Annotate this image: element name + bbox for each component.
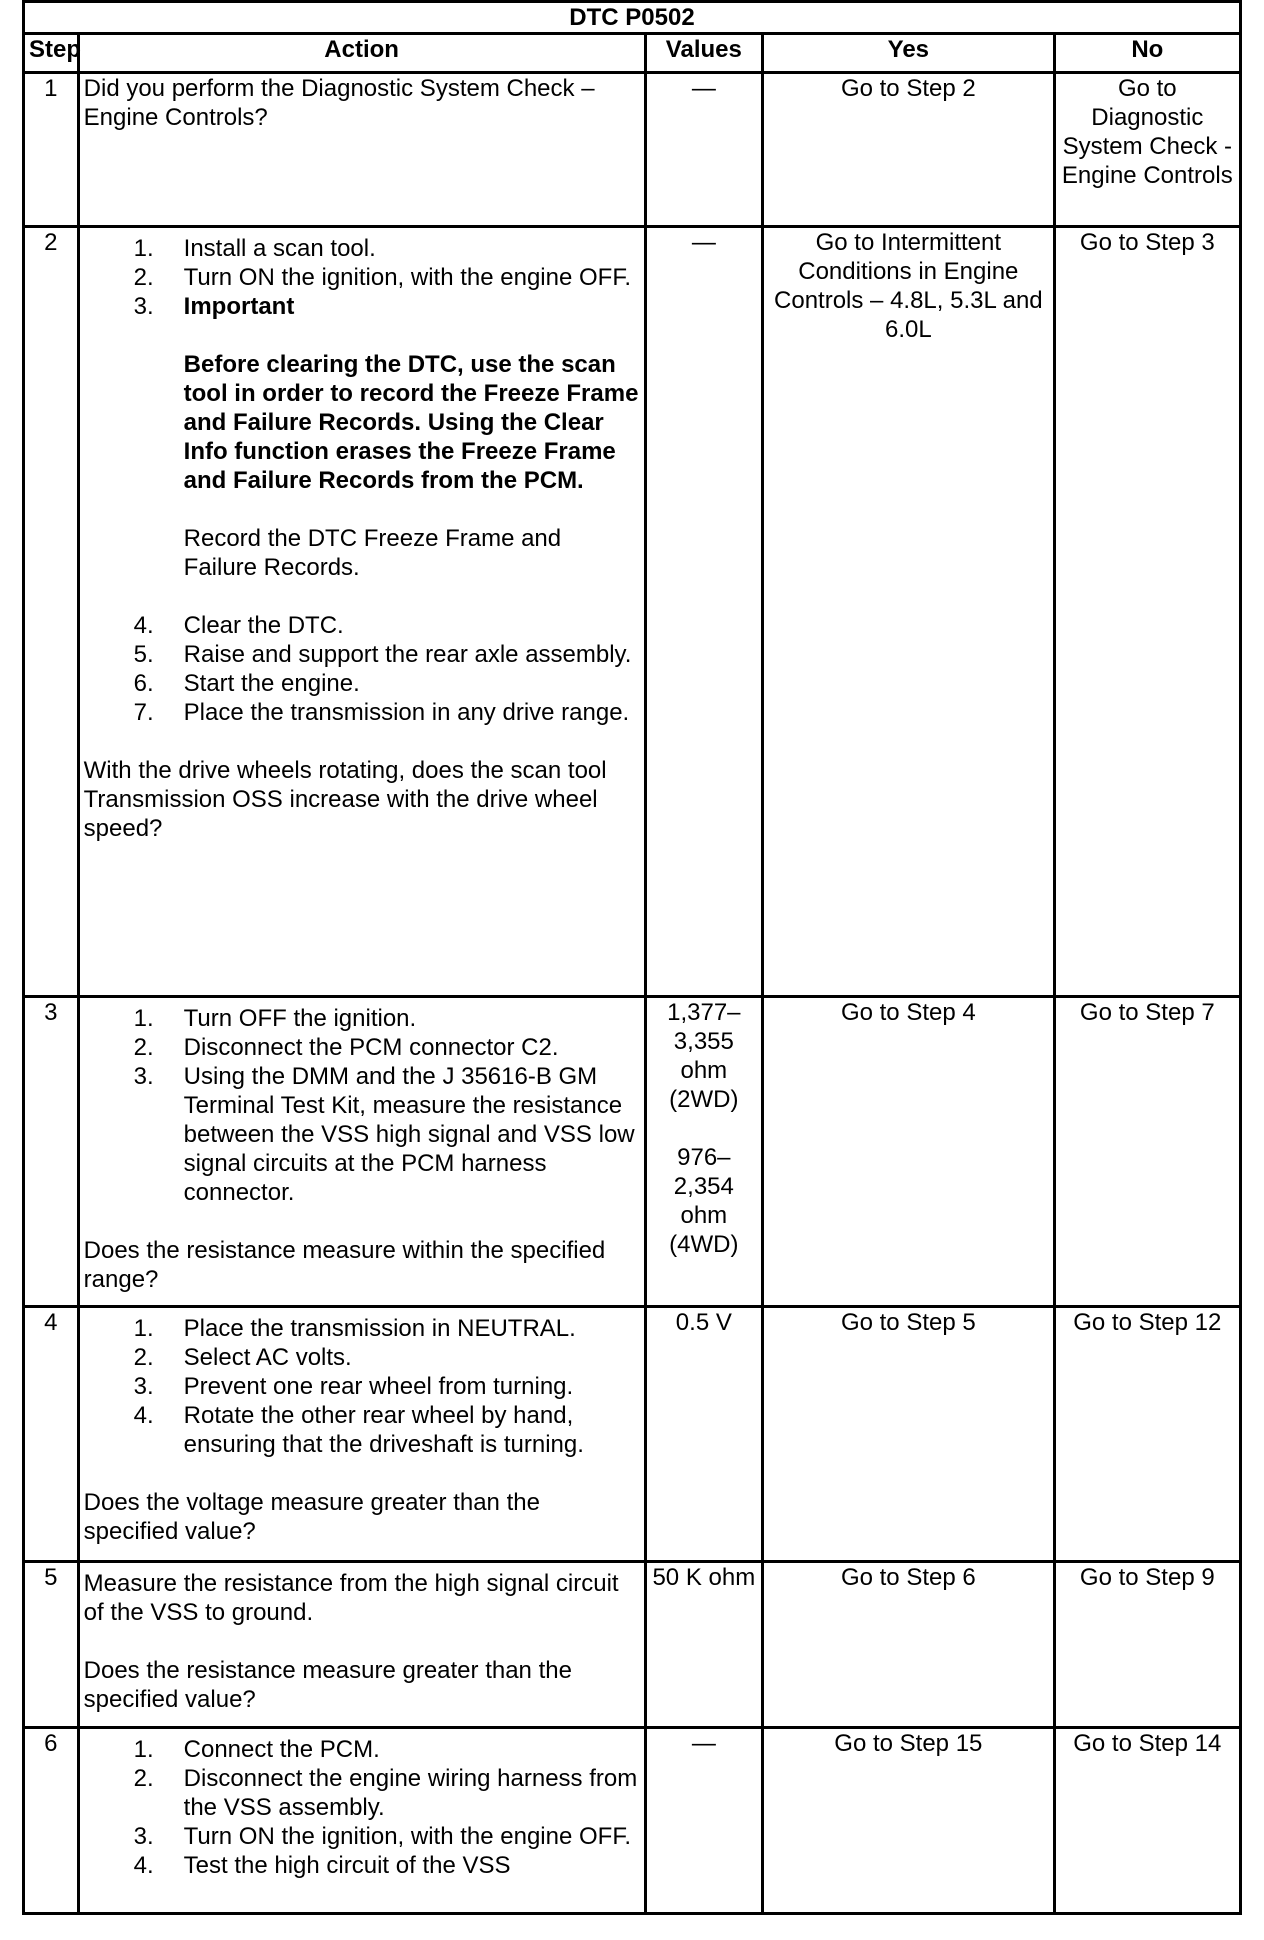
step-number: 3 <box>24 997 79 1307</box>
list-item: 3. Prevent one rear wheel from turning. <box>133 1373 574 1400</box>
list-item: 5. Raise and support the rear axle assembly. <box>133 641 632 668</box>
list-item: 4. Clear the DTC. <box>133 612 344 639</box>
action-cell <box>78 73 645 227</box>
yes-link[interactable]: Go to Step 5 <box>763 1307 1055 1562</box>
action-question: Does the resistance measure within the specified range? <box>83 1237 606 1293</box>
dtc-table <box>22 0 1242 1915</box>
action-list <box>84 234 640 321</box>
list-item: 4. Test the high circuit of the VSS <box>133 1852 511 1879</box>
action-cell <box>78 997 645 1307</box>
no-link[interactable]: Go to Step 9 <box>1054 1562 1240 1728</box>
table-title-row <box>24 2 1241 34</box>
list-item: 7. Place the transmission in any drive range. <box>133 699 630 726</box>
step-2-row <box>24 227 1241 997</box>
yes-link[interactable]: Go to Step 15 <box>763 1728 1055 1914</box>
action-question: With the drive wheels rotating, does the scan tool Transmission OSS increase with the drive wheel speed? <box>83 757 607 842</box>
list-item: 1. Place the transmission in NEUTRAL. <box>133 1315 576 1342</box>
action-cell <box>78 1562 645 1728</box>
step-1-row <box>24 73 1241 227</box>
no-link[interactable]: Go to Step 12 <box>1054 1307 1240 1562</box>
important-note: Before clearing the DTC, use the scan tool in order to record the Freeze Frame and Failure Records. Using the Clear Info function erases the Freeze Frame and Failure Records from the PCM. <box>183 351 639 494</box>
list-item: 1. Install a scan tool. <box>133 235 376 262</box>
step-3-row <box>24 997 1241 1307</box>
list-item: 1. Turn OFF the ignition. <box>133 1005 417 1032</box>
yes-link[interactable]: Go to Step 2 <box>763 73 1055 227</box>
action-cell <box>78 1728 645 1914</box>
header-no: No <box>1054 34 1240 73</box>
list-item: 3. Using the DMM and the J 35616-B GM Terminal Test Kit, measure the resistance between the VSS high signal and VSS low signal circuits at the PCM harness connector. <box>133 1063 635 1206</box>
list-item: 2. Turn ON the ignition, with the engine OFF. <box>133 264 631 291</box>
action-instruction: Measure the resistance from the high signal circuit of the VSS to ground. <box>83 1570 619 1626</box>
step-5-row <box>24 1562 1241 1728</box>
values-cell <box>645 997 762 1307</box>
header-step: Step <box>24 34 79 73</box>
header-values: Values <box>645 34 762 73</box>
value-4wd: 976–2,354 ohm (4WD) <box>669 1144 739 1258</box>
action-question: Does the resistance measure greater than the specified value? <box>83 1657 572 1713</box>
important-label: Important <box>183 293 295 320</box>
record-note: Record the DTC Freeze Frame and Failure Records. <box>183 525 562 581</box>
step-number: 6 <box>24 1728 79 1914</box>
no-link[interactable]: Go to Step 7 <box>1054 997 1240 1307</box>
action-list <box>84 1735 640 1880</box>
list-item: 6. Start the engine. <box>133 670 360 697</box>
step-number: 5 <box>24 1562 79 1728</box>
yes-link[interactable]: Go to Intermittent Conditions in Engine Controls – 4.8L, 5.3L and 6.0L <box>763 227 1055 997</box>
action-question: Does the voltage measure greater than the specified value? <box>83 1489 540 1545</box>
values-cell: 0.5 V <box>645 1307 762 1562</box>
values-cell: — <box>645 227 762 997</box>
step-number: 2 <box>24 227 79 997</box>
header-yes: Yes <box>763 34 1055 73</box>
no-link[interactable]: Go to Step 3 <box>1054 227 1240 997</box>
values-cell: — <box>645 1728 762 1914</box>
list-item: 4. Rotate the other rear wheel by hand, ensuring that the driveshaft is turning. <box>133 1402 584 1458</box>
list-item: 2. Disconnect the PCM connector C2. <box>133 1034 559 1061</box>
action-list <box>84 1314 640 1459</box>
yes-link[interactable]: Go to Step 4 <box>763 997 1055 1307</box>
list-item: 3. Important <box>133 293 295 320</box>
step-6-row <box>24 1728 1241 1914</box>
list-item: 1. Connect the PCM. <box>133 1736 380 1763</box>
values-cell: — <box>645 73 762 227</box>
list-item: 2. Disconnect the engine wiring harness from the VSS assembly. <box>133 1765 638 1821</box>
value-2wd: 1,377–3,355 ohm (2WD) <box>667 999 741 1113</box>
action-question: Did you perform the Diagnostic System Check – Engine Controls? <box>83 75 595 131</box>
no-link[interactable]: Go to Step 14 <box>1054 1728 1240 1914</box>
table-title: DTC P0502 <box>24 2 1241 34</box>
list-item: 3. Turn ON the ignition, with the engine OFF. <box>133 1823 631 1850</box>
step-number: 4 <box>24 1307 79 1562</box>
step-number: 1 <box>24 73 79 227</box>
header-row <box>24 34 1241 73</box>
yes-link[interactable]: Go to Step 6 <box>763 1562 1055 1728</box>
header-action: Action <box>78 34 645 73</box>
action-cell <box>78 1307 645 1562</box>
step-4-row <box>24 1307 1241 1562</box>
no-link[interactable]: Go to Diagnostic System Check - Engine Controls <box>1054 73 1240 227</box>
action-list <box>84 611 640 727</box>
list-item: 2. Select AC volts. <box>133 1344 352 1371</box>
action-cell <box>78 227 645 997</box>
values-cell: 50 K ohm <box>645 1562 762 1728</box>
action-list <box>84 1004 640 1207</box>
